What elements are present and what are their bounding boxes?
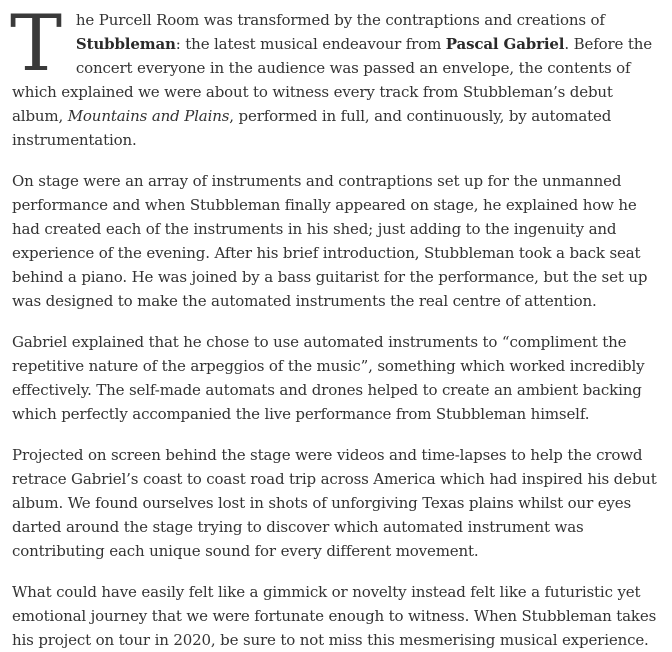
drop-cap: T (10, 0, 62, 89)
paragraph-projections: Projected on screen behind the stage were videos and time-lapses to help the crowd retrace Gabriel’s coast to coast road trip across America which had inspired his debut album. We found ourselves lost in shots of unforgiving Texas plains whilst our eyes darted around the stage trying to discover which automated instrument was contributing each unique sound for every different movement. (12, 446, 657, 560)
album-title: Mountains and Plains (67, 107, 230, 125)
paragraph-automated-instruments: Gabriel explained that he chose to use automated instruments to “compliment the repetitive nature of the arpeggios of the music”, something which worked incredibly effectively. The self-made automats and drones helped to create an ambient backing which perfectly accompanied the live performance from Stubbleman himself. (12, 333, 645, 423)
paragraph-stage: On stage were an array of instruments and contraptions set up for the unmanned performance and when Stubbleman finally appeared on stage, he explained how he had created each of the instruments in his shed; just adding to the ingenuity and experience of the evening. After his brief introduction, Stubbleman took a back seat behind a piano. He was joined by a bass guitarist for the performance, but the set up was designed to make the automated instruments the real centre of attention. (12, 172, 648, 310)
intro-text-2: : the latest musical endeavour from (175, 35, 446, 53)
artist-name: Stubbleman (75, 35, 176, 53)
intro-text-1: he Purcell Room was transformed by the contraptions and creations of (75, 11, 605, 29)
paragraph-conclusion: What could have easily felt like a gimmick or novelty instead felt like a futuristic yet emotional journey that we were fortunate enough to witness. When Stubbleman takes his project on tour in 2020, be sure to not miss this mesmerising musical experience. (12, 583, 657, 649)
intro-text-4: , performed in full, and continuously, by automated instrumentation. (12, 107, 612, 149)
paragraph-intro (10, 0, 660, 152)
musician-name: Pascal Gabriel (445, 35, 565, 53)
intro-text-3: . Before the concert everyone in the audience was passed an envelope, the contents of which explained we were about to witness every track from Stubbleman’s debut album, (12, 35, 652, 125)
